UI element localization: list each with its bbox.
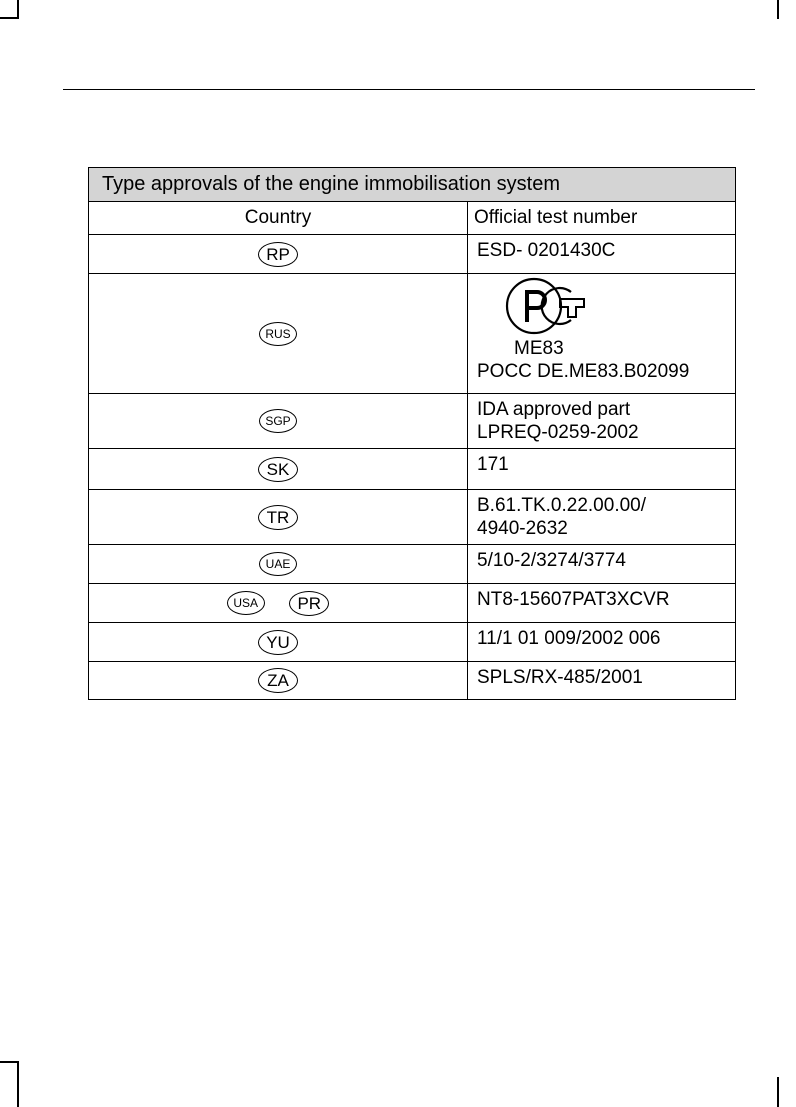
test-number-cell — [468, 449, 736, 490]
country-cell — [89, 662, 468, 700]
country-cell — [89, 490, 468, 545]
test-number-line: 5/10-2/3274/3774 — [477, 550, 626, 571]
header-rule — [63, 89, 755, 90]
crop-mark-top-left-v — [17, 0, 19, 19]
test-number-line: LPREQ-0259-2002 — [477, 422, 639, 443]
test-number-line: 4940-2632 — [477, 518, 568, 539]
test-number-line: IDA approved part — [477, 399, 631, 420]
test-number-cell — [468, 623, 736, 662]
country-cell — [89, 623, 468, 662]
crop-mark-bottom-left-v — [17, 1061, 19, 1107]
test-number-cell — [468, 235, 736, 274]
country-oval-mark: USA — [227, 591, 265, 615]
crop-mark-top-left-h — [0, 17, 18, 19]
country-cell — [89, 274, 468, 394]
country-cell — [89, 545, 468, 584]
country-oval-mark: PR — [289, 591, 329, 616]
table-row — [89, 584, 736, 623]
country-oval-mark: ZA — [258, 668, 298, 693]
test-number-line: B.61.TK.0.22.00.00/ — [477, 495, 647, 516]
table-row — [89, 623, 736, 662]
column-header-number: Official test number — [468, 202, 736, 235]
country-oval-mark: YU — [258, 630, 298, 655]
column-header-country: Country — [89, 202, 468, 235]
test-number-line: 11/1 01 009/2002 006 — [477, 628, 661, 649]
certification-mark-code: ME83 — [514, 338, 564, 359]
test-number-cell — [468, 662, 736, 700]
table-row — [89, 274, 736, 394]
country-oval-mark: UAE — [259, 552, 297, 576]
crop-mark-bottom-left-h — [0, 1061, 18, 1063]
country-oval-mark: RP — [258, 242, 298, 267]
table-row — [89, 449, 736, 490]
test-number-line: NT8-15607PAT3XCVR — [477, 589, 670, 610]
country-oval-mark: TR — [258, 505, 298, 530]
table-row — [89, 662, 736, 700]
table-row — [89, 394, 736, 449]
table-row — [89, 235, 736, 274]
table-row — [89, 545, 736, 584]
test-number-cell — [468, 545, 736, 584]
type-approvals-table — [88, 167, 736, 700]
gost-r-certification-icon — [505, 276, 587, 338]
test-number-cell — [468, 584, 736, 623]
crop-mark-bottom-right-v — [777, 1077, 779, 1107]
test-number-line: SPLS/RX-485/2001 — [477, 667, 643, 688]
table-title-row — [89, 168, 736, 202]
country-cell — [89, 449, 468, 490]
country-oval-mark: RUS — [259, 322, 297, 346]
country-oval-mark: SGP — [259, 409, 297, 433]
table-title: Type approvals of the engine immobilisation system — [89, 168, 736, 202]
table-row — [89, 490, 736, 545]
test-number-cell — [468, 394, 736, 449]
country-cell — [89, 584, 468, 623]
test-number-line: POCC DE.ME83.B02099 — [477, 361, 690, 382]
crop-mark-top-right-v — [777, 0, 779, 19]
test-number-cell — [468, 274, 736, 394]
test-number-cell — [468, 490, 736, 545]
test-number-line: ESD- 0201430C — [477, 240, 616, 261]
table-header-row — [89, 202, 736, 235]
country-oval-mark: SK — [258, 457, 298, 482]
country-cell — [89, 235, 468, 274]
test-number-line: 171 — [477, 454, 509, 475]
country-cell — [89, 394, 468, 449]
